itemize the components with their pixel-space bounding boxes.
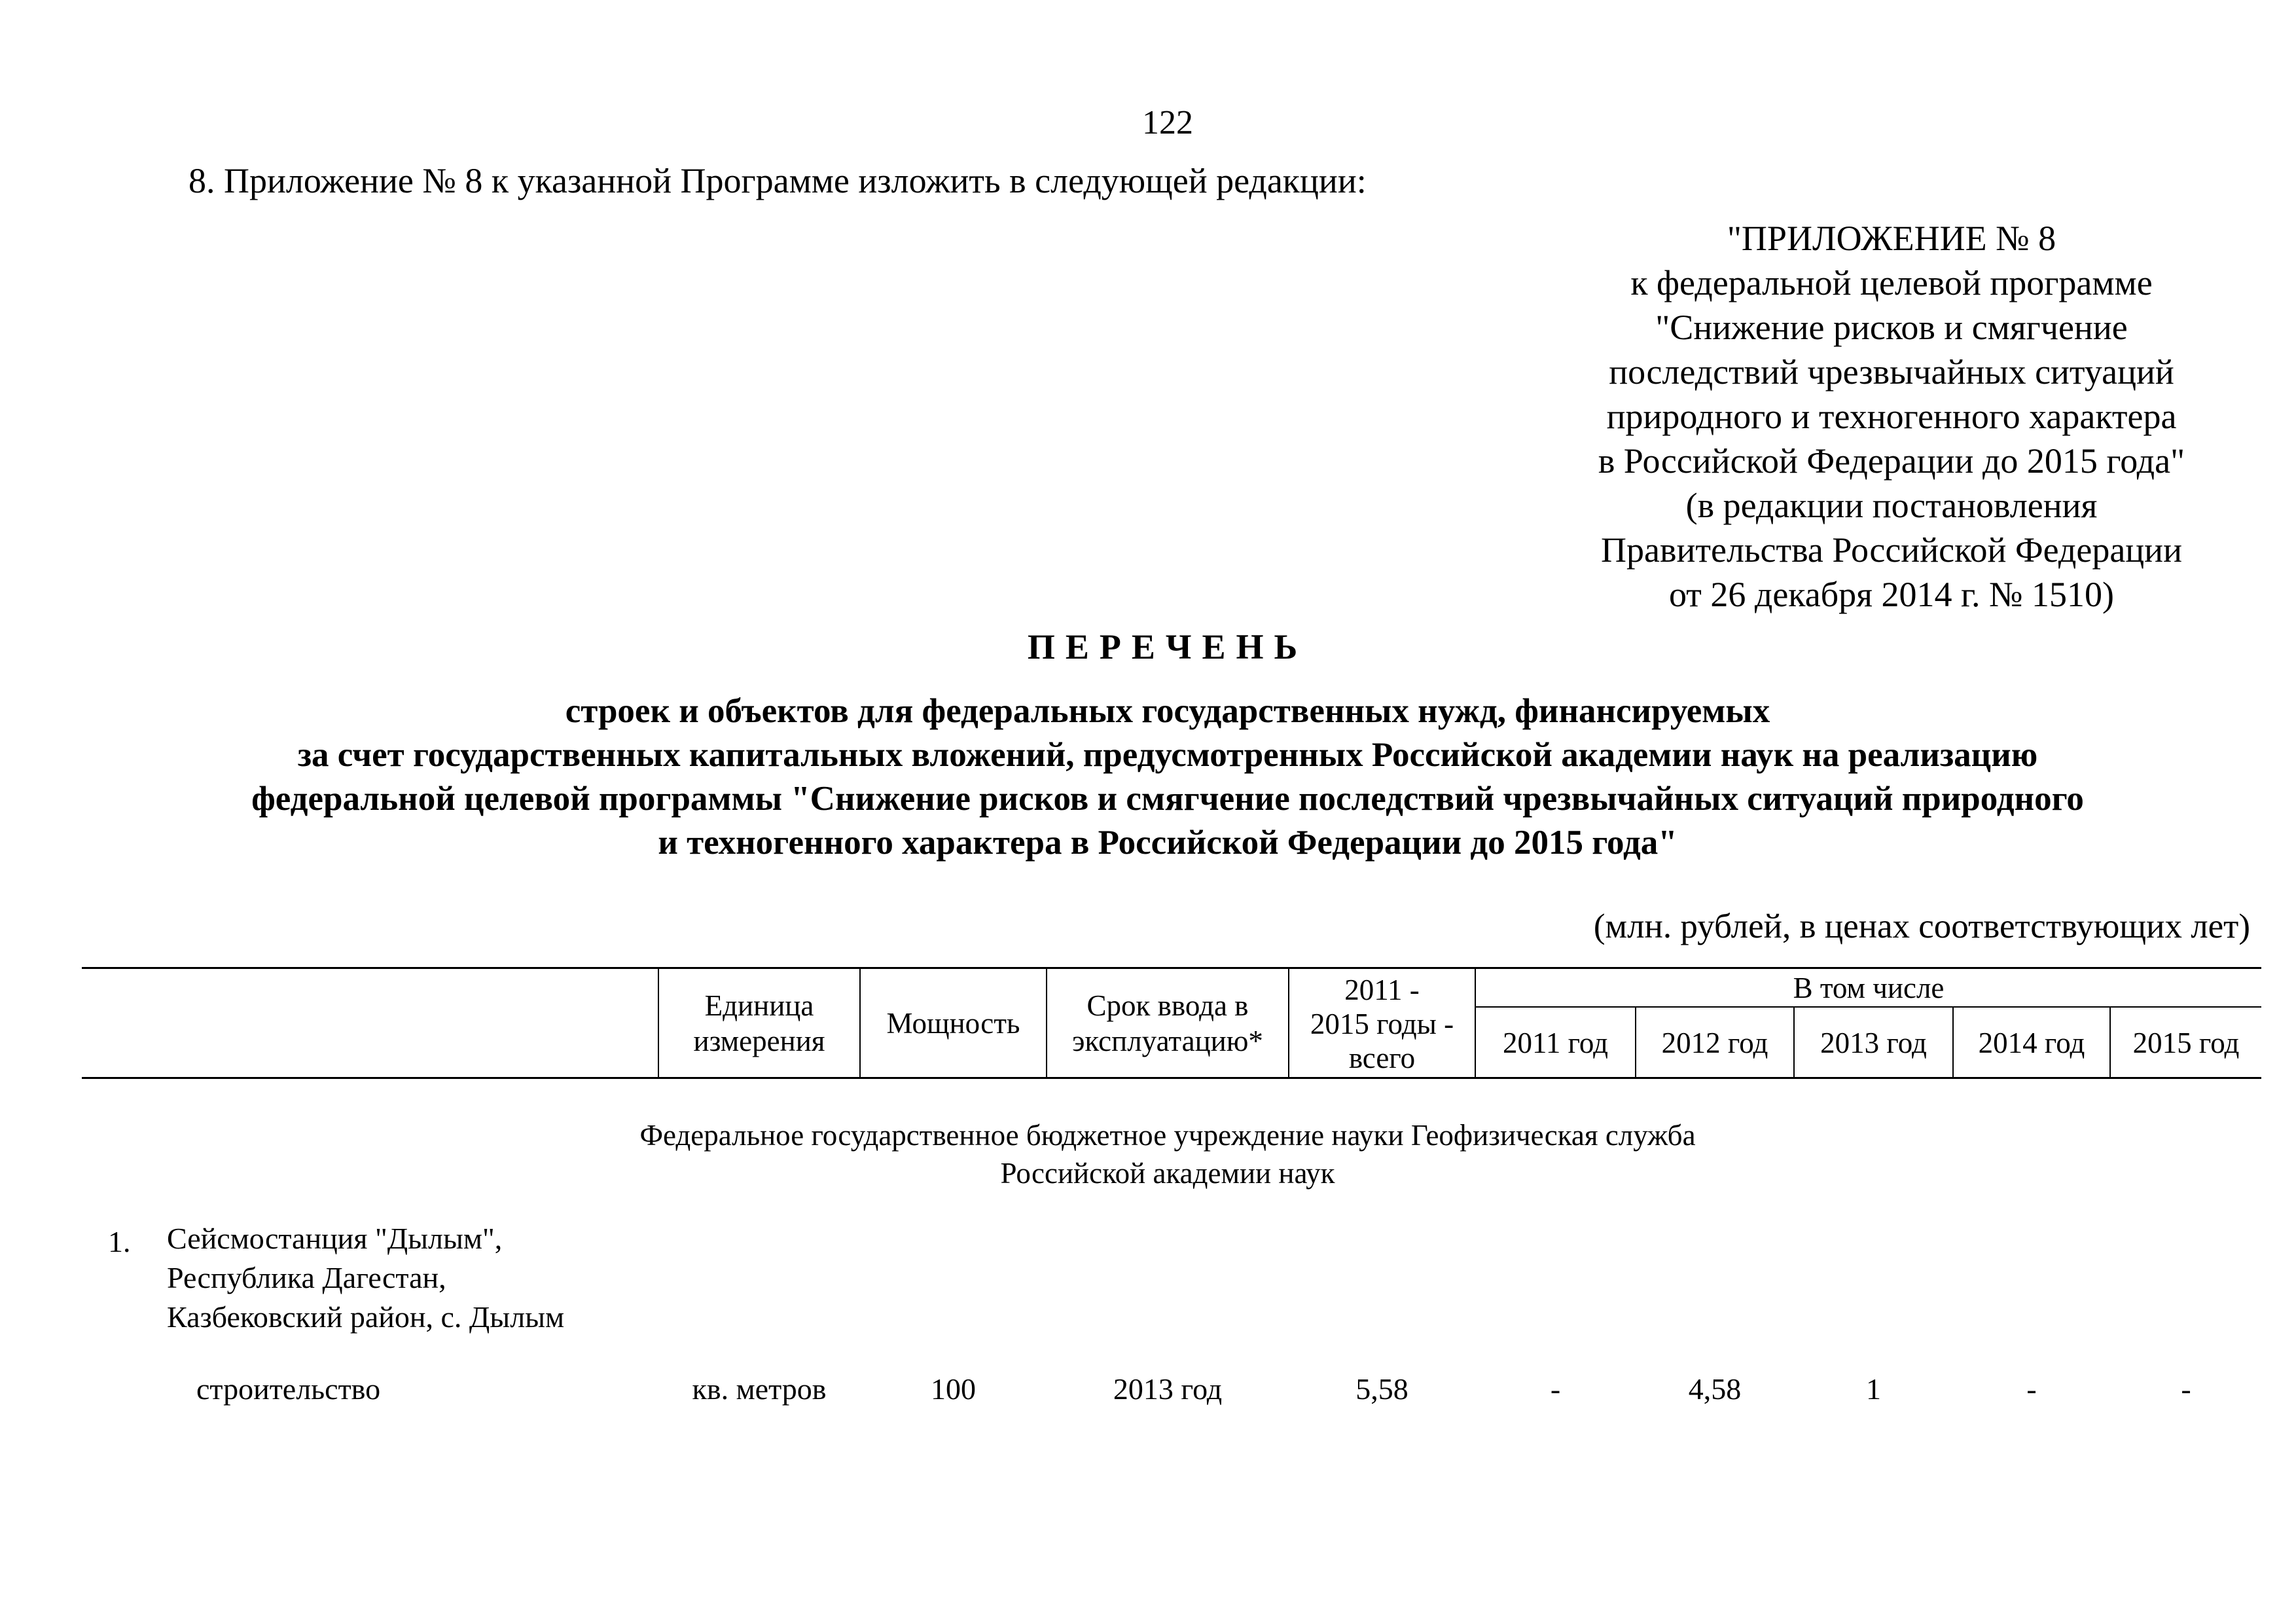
header-year-2015: 2015 год [2132, 1026, 2240, 1059]
appendix-line: от 26 декабря 2014 г. № 1510) [1668, 575, 2115, 614]
row-2013: 1 [1866, 1372, 1881, 1406]
appendix-stamp [1505, 216, 2278, 617]
header-capacity: Мощность [886, 1006, 1020, 1040]
header-commissioning: Срок ввода в эксплуатацию* [1072, 989, 1263, 1057]
appendix-line: Правительства Российской Федерации [1601, 530, 2182, 570]
header-year-2011: 2011 год [1502, 1026, 1608, 1059]
row-unit: кв. метров [692, 1372, 827, 1406]
appendix-line: в Российской Федерации до 2015 года" [1598, 441, 2185, 481]
table-bottom-border [82, 1077, 2261, 1079]
subtitle-line: за счет государственных капитальных вложений, предусмотренных Российской академии наук на реализацию [297, 736, 2038, 774]
document-heading: ПЕРЕЧЕНЬ [1027, 627, 1308, 666]
intro-paragraph: 8. Приложение № 8 к указанной Программе изложить в следующей редакции: [188, 161, 1367, 200]
document-subtitle [39, 689, 2296, 865]
row-2011: - [1550, 1372, 1561, 1406]
subtitle-line: федеральной целевой программы "Снижение рисков и смягчение последствий чрезвычайных ситуаций природного [251, 780, 2084, 818]
header-unit: Единица измерения [693, 989, 825, 1057]
header-year-2014: 2014 год [1978, 1026, 2085, 1059]
row-commissioning: 2013 год [1113, 1372, 1223, 1406]
row-2015: - [2181, 1372, 2191, 1406]
appendix-line: к федеральной целевой программе [1630, 263, 2153, 302]
units-note: (млн. рублей, в ценах соответствующих лет) [1593, 907, 2250, 945]
appendix-line: "Снижение рисков и смягчение [1655, 308, 2128, 347]
item-number: 1. [108, 1225, 131, 1258]
header-year-2012: 2012 год [1661, 1026, 1768, 1059]
appendix-line: (в редакции постановления [1685, 486, 2098, 525]
page-number: 122 [1142, 104, 1193, 141]
appendix-line: "ПРИЛОЖЕНИЕ № 8 [1727, 219, 2056, 258]
item-name: Сейсмостанция "Дылым", Республика Дагестан, Казбековский район, с. Дылым [167, 1222, 565, 1334]
row-2012: 4,58 [1688, 1372, 1742, 1406]
subtitle-line: строек и объектов для федеральных государственных нужд, финансируемых [565, 692, 1770, 730]
table-mid-border [1475, 1006, 2261, 1008]
row-2014: - [2026, 1372, 2037, 1406]
appendix-line: природного и техногенного характера [1606, 397, 2177, 436]
appendix-line: последствий чрезвычайных ситуаций [1609, 352, 2174, 392]
organization-name: Федеральное государственное бюджетное учреждение науки Геофизическая служба Российской академии наук [639, 1119, 1696, 1190]
row-capacity: 100 [931, 1372, 976, 1406]
row-label: строительство [196, 1372, 381, 1406]
header-total: 2011 - 2015 годы - всего [1310, 974, 1454, 1074]
row-total: 5,58 [1355, 1372, 1408, 1406]
subtitle-line: и техногенного характера в Российской Федерации до 2015 года" [658, 824, 1677, 862]
header-including: В том числе [1793, 971, 1945, 1004]
header-year-2013: 2013 год [1820, 1026, 1927, 1059]
